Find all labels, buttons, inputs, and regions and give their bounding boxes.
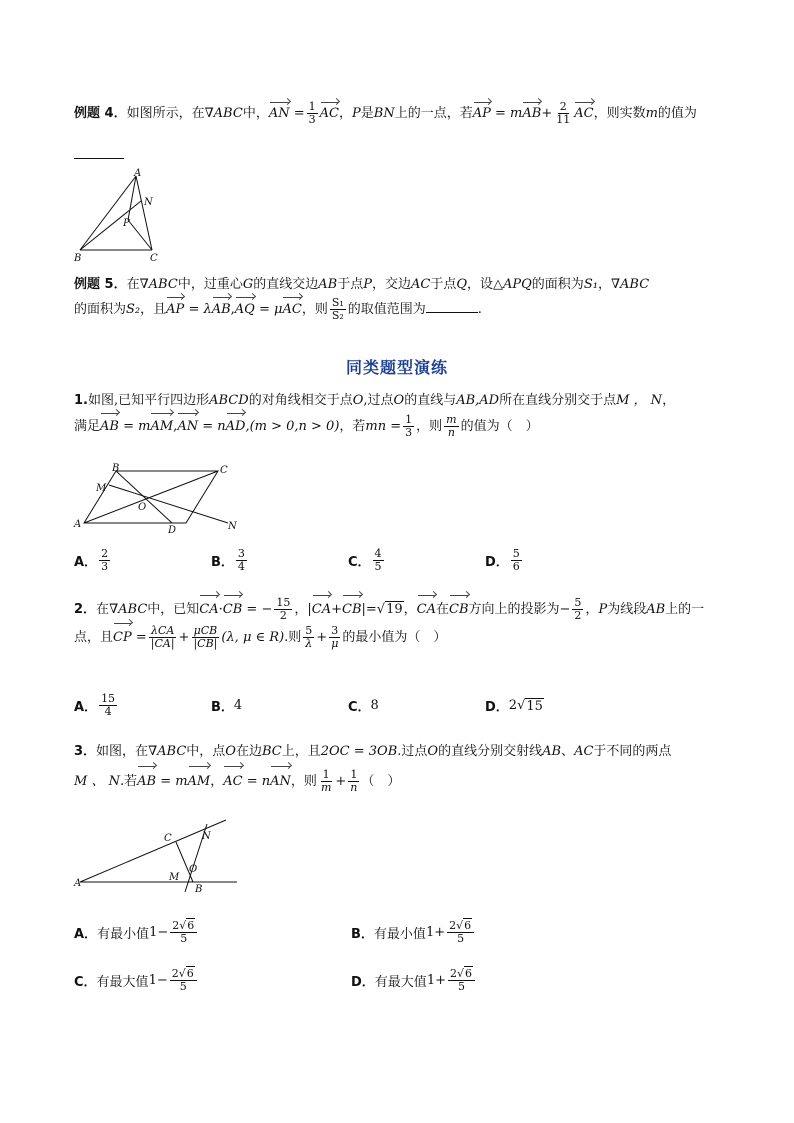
svg-text:O: O [138,502,147,513]
option-c[interactable]: C． $\frac{4}{5}$ [348,547,382,573]
edge-ab [80,176,136,250]
option-a[interactable]: A． $\frac{2}{3}$ [74,547,109,573]
svg-text:N: N [202,831,211,842]
svg-text:O: O [189,864,198,875]
edge-ac [136,176,152,250]
svg-text:C: C [220,465,228,476]
svg-text:M: M [96,483,107,494]
section-heading: 同类题型演练 [345,358,448,377]
diagonal-bd [116,471,172,523]
label-a: A [134,168,142,179]
svg-text:N: N [228,521,237,532]
label-b: B [74,253,82,264]
question-1: 1.如图,已知平行四边形ABCD的对角线相交于点O,过点O的直线与AB,AD所在直线分别交于点M ， N， 满足AB = mAM,AN = nAD,(m > 0,n > 0)，若mn = $\frac{1}{3}$ ，则 $\frac{m}{n}$ 的值为（ ） [74,393,676,439]
option-d[interactable]: D． $\frac{5}{6}$ [485,547,520,573]
diagonal-ac [84,471,218,523]
svg-text:B: B [112,463,120,474]
answer-blank [426,300,478,313]
triangle-figure-1 [70,168,170,264]
option-b[interactable]: B． $\frac{3}{4}$ [211,547,245,573]
label-n: N [144,197,153,208]
question-3-options-row1 [74,920,724,945]
label-c: C [150,253,158,264]
svg-text:A: A [74,878,82,889]
example-5-label: 例题 5． [74,277,127,292]
question-3: 3．如图，在∇ABC中，点O在边BC上，且2OC = 3OB.过点O的直线分别交射线AB、AC于不同的两点 M 、 N.若AB = mAM，AC = nAN，则 $\frac{1}{m}$ + $\frac{1}{n}$ （ ） [74,737,724,797]
option-a[interactable]: A． $\frac{15}{4}$ [74,692,116,718]
option-c[interactable]: C． 有最大值 1− $\frac{2√6}{5}$ [74,968,351,993]
answer-blank [74,146,124,163]
fraction: $\frac{1}{3}$ [308,100,316,126]
svg-text:A: A [74,519,82,530]
option-b[interactable]: B． 4 [211,698,243,715]
example-4: 例题 4．如图所示，在∇ABC中，AN = $\frac{1}{3}$ AC，P是BN上的一点，若AP = mAB+ $\frac{2}{11}$ AC，则实数m的值为 [74,100,697,126]
svg-text:C: C [164,833,172,844]
triangle-figure-3 [72,812,242,896]
ray-ac [80,820,226,882]
parallelogram-figure [72,463,242,535]
option-a[interactable]: A． 有最小值 1− $\frac{2√6}{5}$ [74,920,351,945]
option-d[interactable]: D． 2 √ 15 [485,698,543,715]
question-2-options [74,693,724,718]
question-1-options [74,548,724,573]
option-b[interactable]: B． 有最小值 1+ $\frac{2√6}{5}$ [351,920,628,945]
segment-ap [128,176,136,220]
option-d[interactable]: D． 有最大值 1+ $\frac{2√6}{5}$ [351,968,628,993]
svg-text:D: D [168,525,177,535]
question-3-options-row2 [74,968,724,993]
example-5: 例题 5．在∇ABC中，过重心G的直线交边AB于点P，交边AC于点Q，设△APQ的面积为S₁，∇ABC 的面积为S₂，且AP = λAB,AQ = μAC，则 $\frac{\text{S₁}}{\text{S₂}}$ 的取值范围为 . [74,277,650,322]
example-4-label: 例题 4． [74,106,127,121]
svg-text:M: M [169,872,180,883]
svg-text:B: B [195,884,203,895]
option-c[interactable]: C． 8 [348,698,379,715]
label-p: P [123,218,130,229]
question-2: 2．在∇ABC中，已知CA·CB = − $\frac{15}{2}$ ，|CA+CB|=√19，CA在CB方向上的投影为− $\frac{5}{2}$ ，P为线段AB上的一 点，且CP = $\frac{\text{λCA}}{|CA|}$ + $\frac{\text{μCB}}{|CB|}$ (λ, μ ∈ R).则 $\frac{5}{\lambda}$ + $\frac{3}{\mu}$ 的最小值为（ ） [74,596,705,650]
